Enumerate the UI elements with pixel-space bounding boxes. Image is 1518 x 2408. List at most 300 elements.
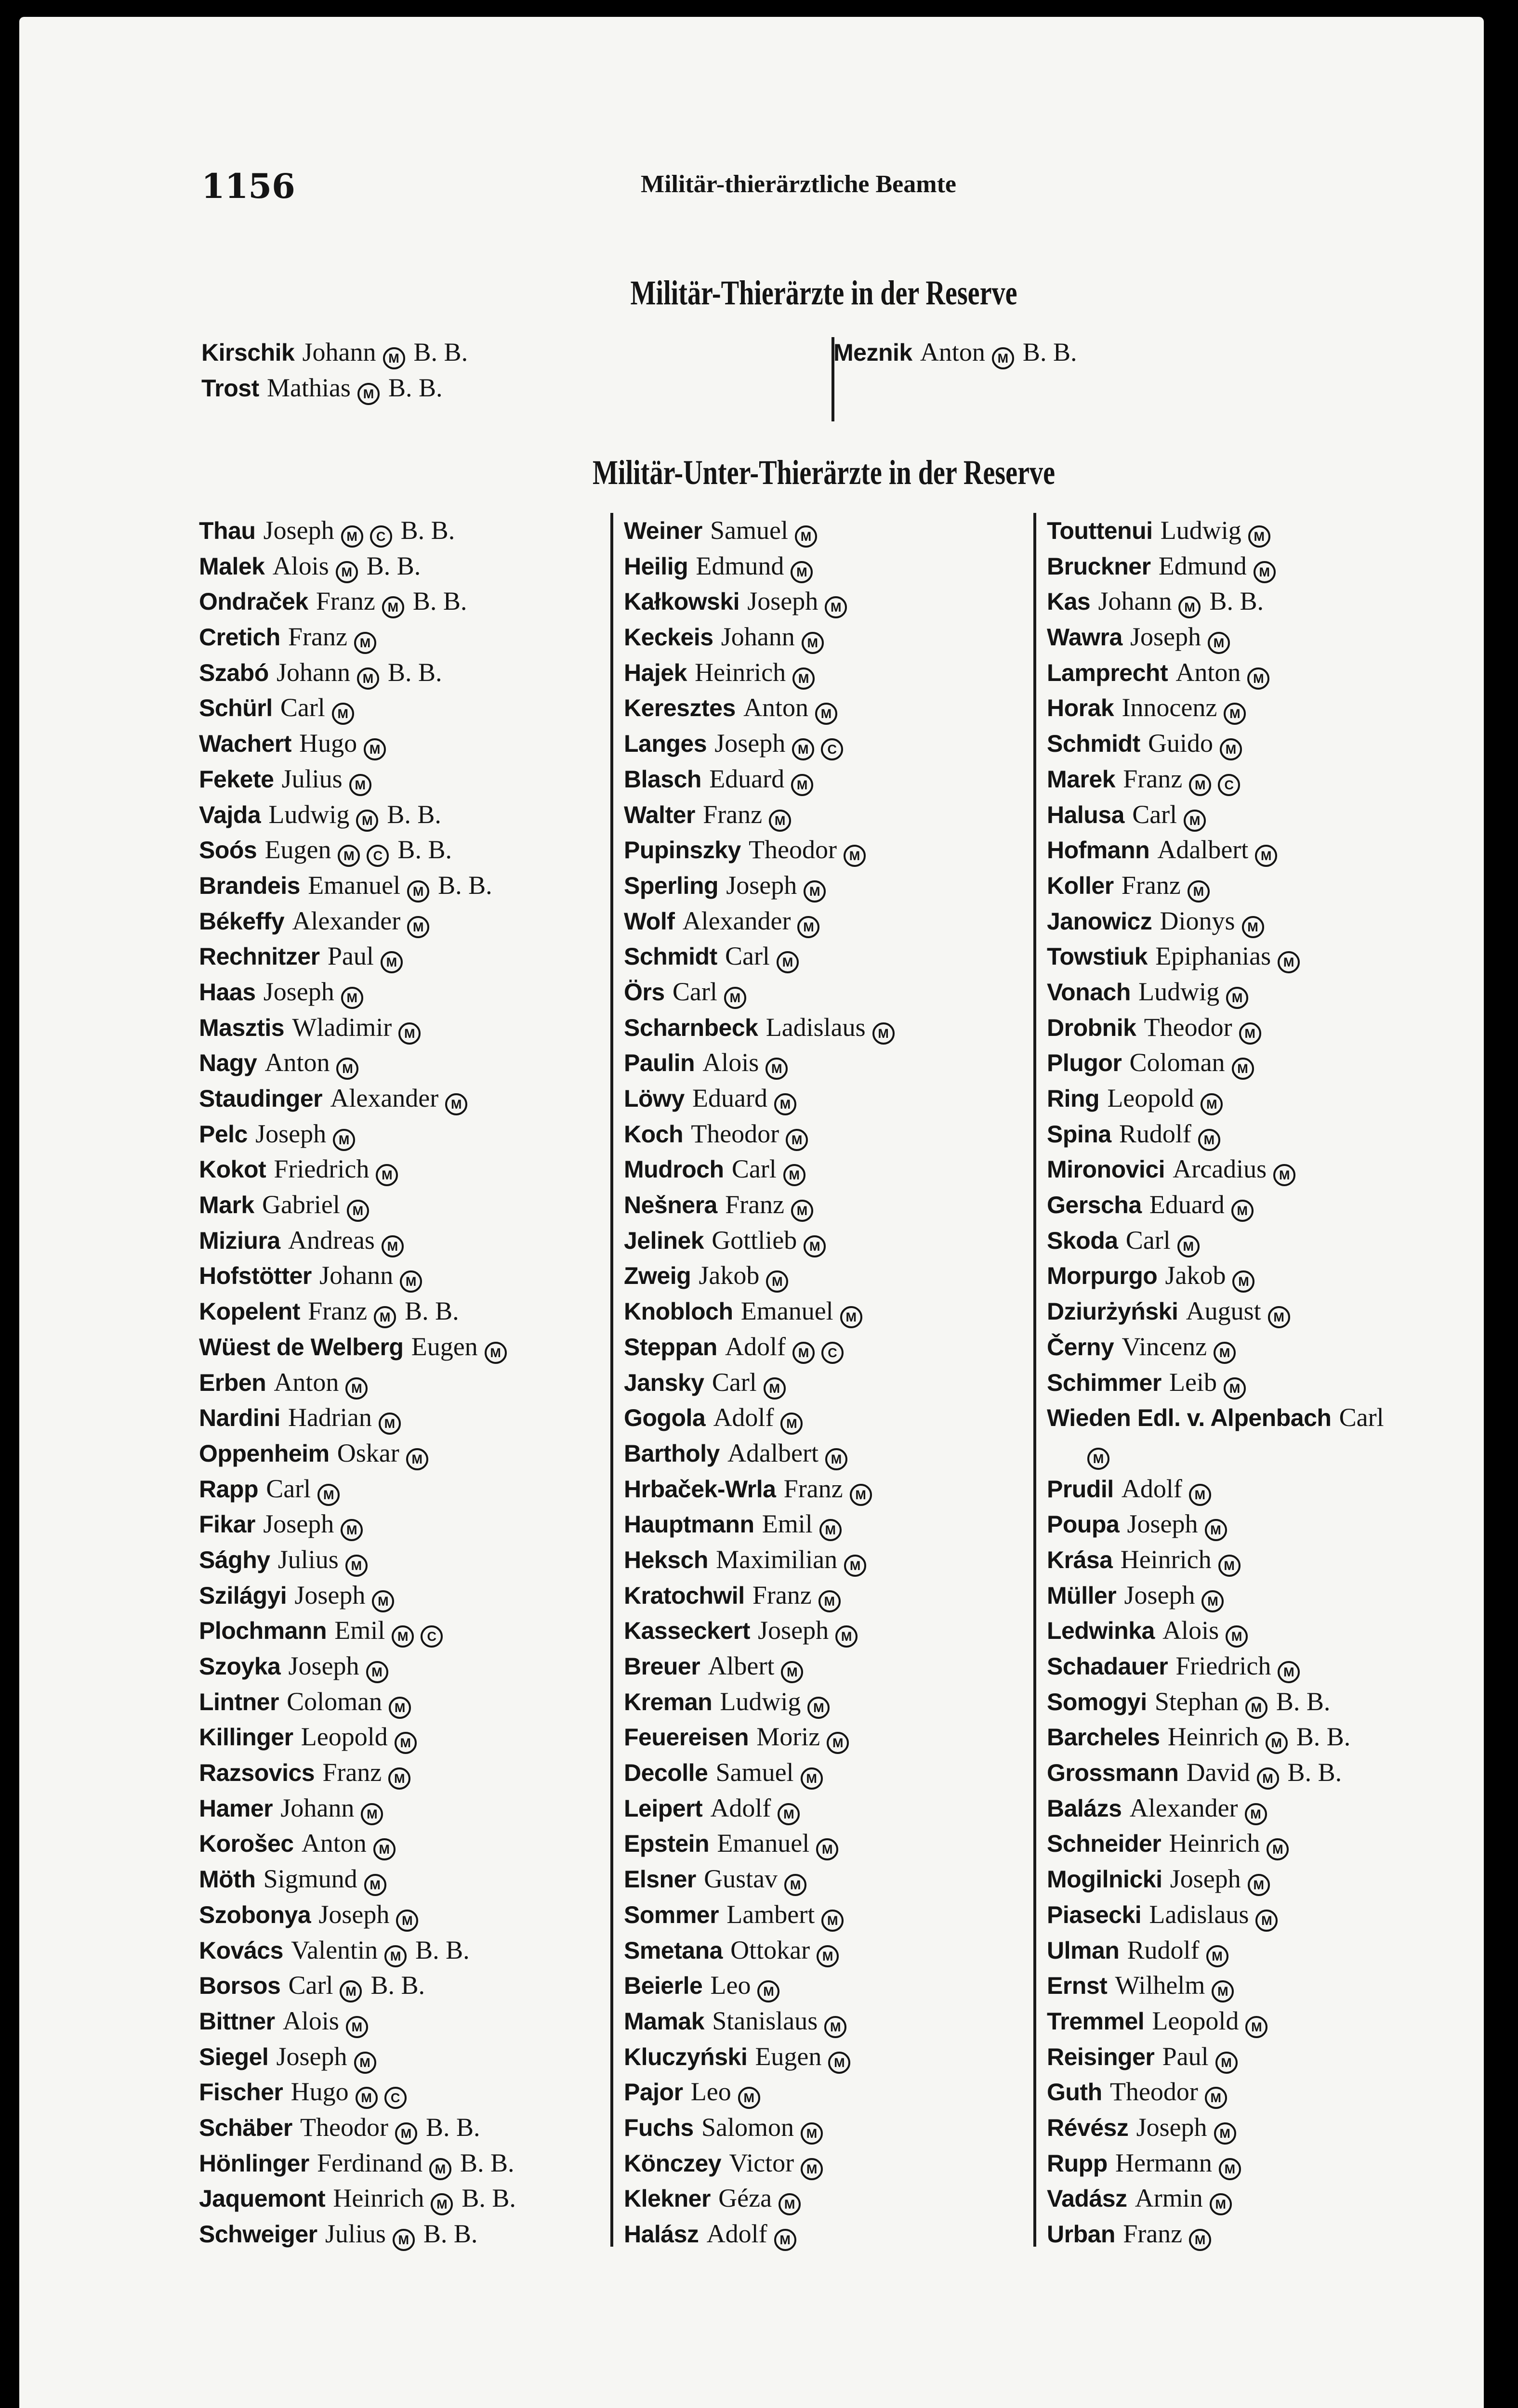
circled-m-icon: M	[818, 1590, 841, 1612]
entry-surname: Blasch	[624, 765, 701, 793]
entry-surname: Erben	[199, 1369, 266, 1396]
circled-m-icon: M	[1189, 1484, 1211, 1506]
entry-given-name: Joseph	[318, 1899, 390, 1929]
list-item	[199, 1791, 516, 1826]
entry-surname: Touttenui	[1047, 517, 1153, 544]
entry-given-name: Johann	[302, 338, 376, 366]
list-item	[1047, 690, 1384, 726]
circled-m-icon: M	[1198, 1129, 1220, 1151]
entry-surname: Beierle	[624, 1972, 703, 2000]
entry-given-name: Johann	[276, 657, 350, 687]
circled-m-icon: M	[388, 1767, 410, 1790]
entry-surname: Mogilnicki	[1047, 1866, 1162, 1893]
list-item	[199, 1578, 516, 1613]
list-item	[624, 974, 895, 1010]
circled-m-icon: M	[757, 1980, 779, 2002]
circled-m-icon: M	[1255, 845, 1277, 867]
circled-m-icon: M	[724, 987, 746, 1009]
entry-surname: Kovács	[199, 1937, 283, 1964]
list-item	[624, 1613, 895, 1649]
list-item	[1047, 1649, 1384, 1684]
entry-surname: Heksch	[624, 1546, 708, 1573]
circled-m-icon: M	[819, 1519, 842, 1541]
circled-m-icon: M	[1219, 2158, 1241, 2180]
list-item	[624, 1684, 895, 1720]
entry-given-name: Leopold	[1107, 1084, 1194, 1112]
column-divider	[1033, 513, 1036, 2247]
unter-list-column-2	[624, 513, 895, 2252]
entry-given-name: Emil	[762, 1509, 813, 1539]
entry-surname: Müller	[1047, 1582, 1117, 1609]
circled-m-icon: M	[346, 2016, 368, 2038]
list-item	[624, 513, 895, 549]
circled-m-icon: M	[1184, 810, 1206, 832]
entry-given-name: Alexander	[292, 906, 401, 935]
entry-surname: Sommer	[624, 1901, 719, 1928]
list-item	[624, 690, 895, 726]
entry-surname: Plochmann	[199, 1617, 327, 1645]
entry-given-name: Joseph	[714, 729, 786, 758]
circled-m-icon: M	[786, 1129, 808, 1151]
entry-given-name: Johann	[319, 1261, 394, 1290]
list-item	[199, 2003, 516, 2039]
list-item	[624, 1187, 895, 1223]
list-item	[199, 1933, 516, 1968]
section-heading-reserve: Militär-Thierärzte in der Reserve	[630, 274, 1017, 312]
entry-surname: Thau	[199, 517, 256, 544]
entry-suffix: B. B.	[1022, 338, 1077, 366]
entry-surname: Mark	[199, 1191, 254, 1219]
entry-given-name: Carl	[712, 1367, 757, 1397]
circled-m-icon: M	[827, 1732, 849, 1754]
circled-m-icon: M	[797, 916, 819, 938]
list-item	[199, 1045, 516, 1081]
circled-m-icon: M	[1177, 1235, 1200, 1257]
circled-m-icon: M	[407, 880, 429, 903]
reserve-list-right	[833, 335, 1077, 370]
circled-m-icon: M	[816, 1838, 838, 1860]
entry-given-name: Lambert	[726, 1899, 815, 1929]
circled-m-icon: M	[766, 1058, 788, 1080]
list-item	[1047, 1968, 1384, 2003]
entry-surname: Révész	[1047, 2114, 1129, 2141]
entry-surname: Reisinger	[1047, 2043, 1155, 2070]
list-item	[624, 726, 895, 761]
entry-suffix: B. B.	[388, 373, 443, 402]
list-item	[199, 1365, 516, 1400]
list-item	[1047, 1542, 1384, 1578]
entry-given-name: Joseph	[758, 1616, 829, 1645]
entry-given-name: Franz	[725, 1190, 785, 1219]
entry-surname: Skoda	[1047, 1227, 1118, 1254]
circled-m-icon: M	[1231, 1200, 1254, 1222]
entry-given-name: Adolf	[706, 2219, 767, 2248]
entry-surname: Smetana	[624, 1937, 723, 1964]
entry-surname: Kirschik	[201, 339, 295, 366]
entry-surname: Keckeis	[624, 624, 713, 651]
circled-m-icon: M	[1255, 1910, 1278, 1932]
entry-given-name: Stephan	[1154, 1687, 1239, 1716]
circled-m-icon: M	[791, 561, 813, 583]
circled-m-icon: M	[445, 1093, 467, 1115]
circled-m-icon: M	[376, 1164, 398, 1186]
entry-suffix: B. B.	[397, 835, 452, 864]
circled-m-icon: M	[1257, 1767, 1279, 1790]
entry-surname: Wachert	[199, 730, 291, 758]
entry-surname: Hauptmann	[624, 1511, 754, 1538]
circled-m-icon: M	[1208, 632, 1230, 654]
entry-given-name: Anton	[264, 1048, 330, 1077]
entry-surname: Fischer	[199, 2079, 283, 2106]
list-item	[1047, 797, 1384, 833]
entry-given-name: Anton	[274, 1367, 339, 1397]
entry-surname: Korošec	[199, 1830, 294, 1858]
entry-surname: Koch	[624, 1120, 683, 1148]
list-item	[199, 1542, 516, 1578]
circled-m-icon: M	[777, 951, 799, 973]
circled-m-icon: M	[1214, 2122, 1236, 2145]
circled-m-icon: M	[801, 2158, 823, 2180]
unter-list-column-3	[1047, 513, 1384, 2252]
entry-surname: Leipert	[624, 1794, 703, 1822]
list-item	[624, 1400, 895, 1436]
list-item	[1047, 832, 1384, 868]
list-item	[624, 1152, 895, 1187]
entry-suffix: B. B.	[400, 516, 455, 545]
list-item	[199, 1968, 516, 2003]
circled-m-icon: M	[364, 1874, 386, 1896]
circled-m-icon: M	[1220, 738, 1242, 760]
list-item	[1047, 2039, 1384, 2075]
circled-m-icon: M	[373, 1838, 396, 1860]
entry-given-name: Epiphanias	[1155, 942, 1271, 971]
circled-c-icon: C	[384, 2087, 407, 2109]
entry-surname: Mudroch	[624, 1156, 724, 1183]
entry-surname: Plugor	[1047, 1049, 1122, 1077]
list-item	[199, 1329, 516, 1365]
circled-m-icon: M	[338, 845, 360, 867]
entry-given-name: Hermann	[1115, 2148, 1212, 2177]
entry-suffix: B. B.	[387, 657, 442, 687]
circled-m-icon: M	[1188, 880, 1210, 903]
list-item	[199, 1471, 516, 1507]
circled-m-icon: M	[333, 1129, 355, 1151]
entry-surname: Heilig	[624, 552, 688, 580]
list-item	[199, 1684, 516, 1720]
entry-given-name: Alexander	[1129, 1793, 1238, 1822]
list-item	[624, 1897, 895, 1933]
circled-m-icon: M	[1232, 1270, 1254, 1293]
list-item	[624, 797, 895, 833]
entry-given-name: Heinrich	[1169, 1829, 1260, 1858]
circled-m-icon: M	[1215, 2052, 1238, 2074]
circled-m-icon: M	[431, 2193, 453, 2215]
circled-m-icon: M	[357, 383, 380, 405]
entry-suffix: B. B.	[412, 587, 467, 616]
circled-m-icon: M	[317, 1484, 340, 1506]
circled-m-icon: M	[1224, 703, 1246, 725]
list-item	[1047, 726, 1384, 761]
list-item	[199, 974, 516, 1010]
entry-surname: Jelinek	[624, 1227, 704, 1254]
entry-surname: Brandeis	[199, 872, 300, 899]
list-item	[1047, 1578, 1384, 1613]
circled-m-icon: M	[801, 2122, 823, 2145]
list-item	[199, 1400, 516, 1436]
entry-surname: Könczey	[624, 2149, 722, 2177]
entry-surname: Marek	[1047, 765, 1116, 793]
circled-m-icon: M	[354, 632, 376, 654]
list-item	[624, 1542, 895, 1578]
circled-m-icon: M	[347, 1200, 369, 1222]
entry-surname: Hofstötter	[199, 1262, 312, 1290]
circled-m-icon: M	[774, 2229, 796, 2251]
list-item	[199, 1187, 516, 1223]
entry-suffix: B. B.	[462, 2184, 516, 2213]
list-item	[199, 513, 516, 549]
circled-m-icon: M	[354, 2052, 376, 2074]
list-item	[1047, 2003, 1384, 2039]
circled-m-icon: M	[366, 1661, 388, 1683]
entry-surname: Decolle	[624, 1759, 708, 1787]
entry-surname: Razsovics	[199, 1759, 315, 1787]
entry-given-name: Oskar	[337, 1438, 399, 1467]
entry-given-name: Salomon	[701, 2112, 794, 2142]
entry-given-name: Alexander	[682, 906, 791, 935]
list-item	[1047, 1755, 1384, 1791]
entry-given-name: Joseph	[294, 1580, 366, 1610]
circled-m-icon: M	[384, 1945, 407, 1967]
list-item	[199, 903, 516, 939]
entry-given-name: Emanuel	[740, 1296, 833, 1326]
entry-given-name: Ludwig	[268, 799, 350, 829]
entry-surname: Epstein	[624, 1830, 710, 1858]
entry-surname: Békeffy	[199, 907, 285, 935]
entry-given-name: Franz	[1121, 870, 1181, 900]
entry-surname: Lintner	[199, 1688, 279, 1715]
entry-surname: Kluczyński	[624, 2043, 748, 2070]
circled-m-icon: M	[1189, 774, 1211, 796]
unter-list-column-1	[199, 513, 516, 2252]
circled-m-icon: M	[393, 2229, 415, 2251]
entry-suffix: B. B.	[413, 338, 468, 366]
list-item	[1047, 1152, 1384, 1187]
entry-given-name: Andreas	[288, 1225, 375, 1255]
circled-m-icon: M	[382, 596, 404, 618]
list-item	[624, 1968, 895, 2003]
circled-m-icon: M	[381, 951, 403, 973]
entry-surname: Masztis	[199, 1014, 285, 1041]
circled-m-icon: M	[374, 1306, 396, 1328]
entry-surname: Pupinszky	[624, 837, 741, 864]
list-item	[199, 761, 516, 797]
circled-m-icon: M	[485, 1342, 507, 1364]
list-item	[201, 335, 468, 370]
entry-surname: Haas	[199, 978, 256, 1006]
list-item	[1047, 2216, 1384, 2252]
entry-surname: Prudil	[1047, 1475, 1114, 1503]
page	[19, 17, 1484, 2408]
entry-surname: Löwy	[624, 1085, 685, 1112]
entry-given-name: Gustav	[704, 1864, 778, 1894]
circled-m-icon: M	[1248, 1874, 1270, 1896]
entry-surname: Kasseckert	[624, 1617, 750, 1645]
circled-m-icon: M	[1087, 1448, 1109, 1470]
list-item	[1047, 1897, 1384, 1933]
list-item	[624, 1506, 895, 1542]
entry-surname: Hamer	[199, 1794, 273, 1822]
entry-surname: Oppenheim	[199, 1440, 330, 1467]
list-item	[624, 1826, 895, 1861]
list-item	[624, 1365, 895, 1400]
entry-given-name: Franz	[783, 1474, 843, 1503]
circled-m-icon: M	[738, 2087, 760, 2109]
entry-given-name: Joseph	[263, 1509, 334, 1539]
entry-given-name: Alois	[702, 1048, 759, 1077]
list-item	[199, 726, 516, 761]
entry-given-name: Adolf	[1121, 1474, 1182, 1503]
entry-given-name: Leopold	[1152, 2006, 1239, 2035]
entry-surname: Jansky	[624, 1369, 704, 1396]
entry-given-name: Adalbert	[727, 1438, 818, 1467]
list-item	[199, 1755, 516, 1791]
entry-given-name: Alois	[282, 2006, 339, 2035]
list-item	[624, 832, 895, 868]
entry-given-name: Jakob	[1165, 1261, 1226, 1290]
entry-given-name: Joseph	[747, 587, 818, 616]
circled-m-icon: M	[783, 1164, 805, 1186]
entry-suffix: B. B.	[415, 1935, 470, 1964]
list-item	[1047, 1719, 1384, 1755]
circled-m-icon: M	[1210, 2193, 1232, 2215]
entry-given-name: Carl	[1132, 799, 1177, 829]
entry-surname: Urban	[1047, 2221, 1115, 2248]
entry-given-name: Ferdinand	[317, 2148, 422, 2177]
entry-given-name: Heinrich	[695, 657, 786, 687]
circled-m-icon: M	[407, 916, 429, 938]
circled-m-icon: M	[345, 1377, 368, 1400]
entry-given-name: Carl	[725, 942, 770, 971]
entry-given-name: Theodor	[300, 2112, 388, 2142]
circled-m-icon: M	[357, 667, 379, 690]
entry-surname: Bittner	[199, 2007, 275, 2035]
entry-given-name: Ludwig	[1160, 516, 1241, 545]
entry-surname: Bruckner	[1047, 552, 1151, 580]
list-item	[199, 868, 516, 903]
entry-surname: Steppan	[624, 1333, 717, 1361]
entry-given-name: Edmund	[696, 551, 784, 580]
circled-m-icon: M	[779, 2193, 801, 2215]
list-item	[624, 2146, 895, 2181]
circled-m-icon: M	[1224, 1377, 1246, 1400]
list-item	[1047, 1365, 1384, 1400]
entry-given-name: Eugen	[755, 2042, 822, 2071]
entry-given-name: Leo	[690, 2077, 731, 2107]
entry-surname: Drobnik	[1047, 1014, 1136, 1041]
circled-m-icon: M	[766, 1270, 788, 1293]
circled-m-icon: M	[395, 2122, 417, 2145]
entry-given-name: Carl	[1339, 1403, 1384, 1432]
entry-given-name: Anton	[301, 1829, 367, 1858]
entry-surname: Feuereisen	[624, 1724, 749, 1751]
entry-given-name: Arcadius	[1173, 1154, 1267, 1184]
entry-given-name: Paul	[1162, 2042, 1209, 2071]
entry-surname: Rapp	[199, 1475, 258, 1503]
entry-surname: Ondraček	[199, 588, 308, 615]
circled-m-icon: M	[801, 1767, 823, 1790]
entry-given-name: Emanuel	[717, 1829, 810, 1858]
circled-m-icon: M	[382, 1235, 404, 1257]
entry-surname: Halász	[624, 2221, 699, 2248]
entry-surname: Kreman	[624, 1688, 713, 1715]
list-item	[1047, 2181, 1384, 2216]
entry-suffix: B. B.	[423, 2219, 478, 2248]
list-item	[1047, 1506, 1384, 1542]
entry-given-name: Joseph	[726, 870, 797, 900]
circled-m-icon: M	[356, 2087, 378, 2109]
list-item	[1047, 939, 1384, 974]
circled-m-icon: M	[395, 1732, 417, 1754]
list-item	[199, 1436, 516, 1471]
entry-given-name: Eugen	[264, 835, 331, 864]
list-item	[624, 2074, 895, 2110]
entry-surname: Nardini	[199, 1404, 280, 1432]
entry-surname: Wawra	[1047, 624, 1122, 651]
entry-surname: Schweiger	[199, 2221, 317, 2248]
entry-given-name: Anton	[743, 693, 808, 722]
list-item	[199, 2110, 516, 2146]
entry-given-name: Joseph	[276, 2042, 347, 2071]
reserve-list-left	[201, 335, 468, 406]
circled-m-icon: M	[828, 2052, 850, 2074]
entry-surname: Kałkowski	[624, 588, 740, 615]
circled-m-icon: M	[1218, 1555, 1241, 1577]
entry-given-name: Franz	[1123, 764, 1183, 793]
entry-surname: Bartholy	[624, 1440, 720, 1467]
entry-surname: Kratochwil	[624, 1582, 745, 1609]
list-item	[201, 370, 468, 406]
entry-suffix: B. B.	[387, 799, 441, 829]
entry-surname: Szabó	[199, 659, 269, 686]
entry-surname: Langes	[624, 730, 707, 758]
entry-given-name: Emanuel	[308, 870, 401, 900]
circled-m-icon: M	[844, 1555, 866, 1577]
entry-surname: Meznik	[833, 339, 912, 366]
list-item	[624, 655, 895, 691]
entry-given-name: Joseph	[263, 516, 334, 545]
circled-m-icon: M	[1267, 1838, 1289, 1860]
list-item	[624, 2003, 895, 2039]
entry-surname: Weiner	[624, 517, 702, 544]
list-item	[1047, 1826, 1384, 1861]
entry-surname: Rechnitzer	[199, 943, 320, 970]
list-item	[1047, 903, 1384, 939]
entry-surname: Fikar	[199, 1511, 256, 1538]
list-item	[624, 1116, 895, 1152]
entry-given-name: Hadrian	[288, 1403, 372, 1432]
circled-m-icon: M	[364, 738, 386, 760]
list-item	[199, 939, 516, 974]
entry-given-name: Rudolf	[1127, 1935, 1200, 1964]
page-number: 1156	[201, 166, 295, 206]
circled-m-icon: M	[795, 525, 817, 548]
list-item	[624, 2216, 895, 2252]
entry-given-name: Ludwig	[1138, 977, 1220, 1006]
circled-m-icon: M	[336, 561, 358, 583]
entry-surname: Siegel	[199, 2043, 269, 2070]
entry-given-name: Joseph	[1130, 622, 1201, 652]
circled-m-icon: M	[1201, 1590, 1224, 1612]
